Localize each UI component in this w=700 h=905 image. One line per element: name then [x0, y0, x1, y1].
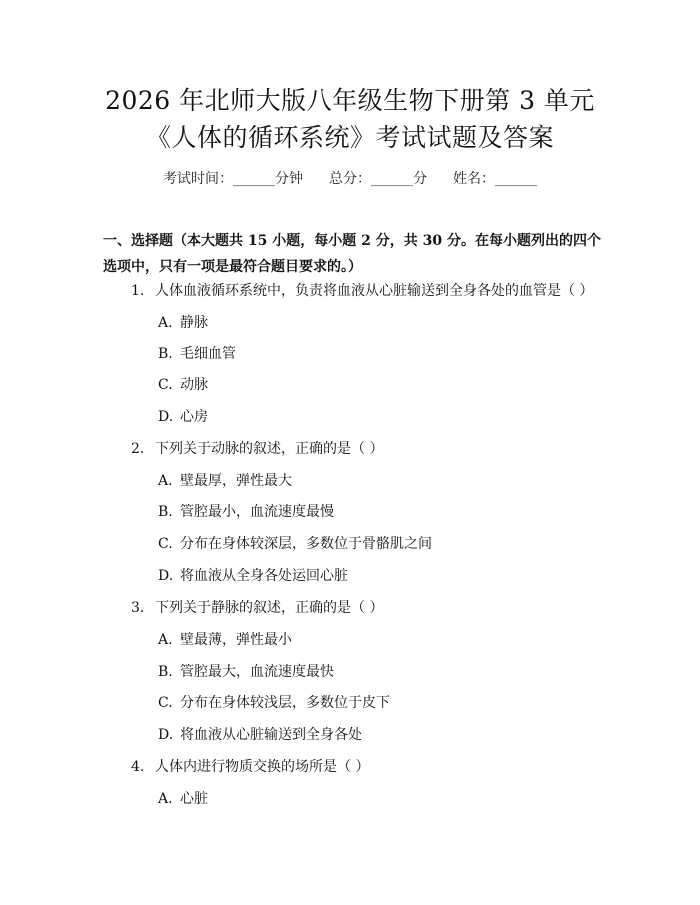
option-text: 分布在身体较深层，多数位于骨骼肌之间: [180, 536, 432, 552]
option-letter: A.: [158, 315, 173, 331]
option-letter: B.: [158, 664, 173, 680]
question-2: [131, 439, 383, 459]
question-number: 4.: [131, 759, 145, 775]
option-letter: A.: [158, 632, 173, 648]
question-4-option-a: [158, 789, 208, 809]
question-text: 人体血液循环系统中，负责将血液从心脏输送到全身各处的血管是（ ）: [155, 283, 594, 299]
question-2-option-a: [158, 471, 292, 491]
question-3-option-a: [158, 630, 292, 650]
student-name-field: 姓名：______: [453, 171, 537, 187]
question-1-option-c: [158, 375, 208, 395]
option-letter: D.: [158, 409, 174, 425]
question-number: 3.: [131, 600, 145, 616]
option-text: 分布在身体较浅层，多数位于皮下: [180, 695, 390, 711]
option-letter: C.: [158, 377, 173, 393]
option-letter: D.: [158, 727, 174, 743]
question-number: 1.: [131, 283, 145, 299]
option-text: 动脉: [180, 377, 208, 393]
question-4: [131, 757, 369, 777]
question-2-option-c: [158, 534, 432, 554]
option-letter: B.: [158, 346, 173, 362]
question-1: [131, 281, 593, 301]
option-text: 管腔最小，血流速度最慢: [180, 504, 334, 520]
question-2-option-d: [158, 566, 348, 586]
option-text: 毛细血管: [180, 346, 236, 362]
option-letter: A.: [158, 791, 173, 807]
option-text: 将血液从心脏输送到全身各处: [180, 727, 362, 743]
question-text: 下列关于静脉的叙述，正确的是（ ）: [155, 600, 384, 616]
option-letter: A.: [158, 473, 173, 489]
question-1-option-b: [158, 344, 236, 364]
option-text: 心房: [180, 409, 208, 425]
question-text: 人体内进行物质交换的场所是（ ）: [155, 759, 370, 775]
question-2-option-b: [158, 502, 334, 522]
option-letter: C.: [158, 695, 173, 711]
question-3-option-c: [158, 693, 390, 713]
page-title-line-2: 《人体的循环系统》考试试题及答案: [145, 123, 554, 152]
option-text: 管腔最大，血流速度最快: [180, 664, 334, 680]
option-letter: B.: [158, 504, 173, 520]
question-3: [131, 598, 383, 618]
option-text: 壁最薄，弹性最小: [180, 632, 292, 648]
option-text: 静脉: [180, 315, 208, 331]
question-3-option-b: [158, 662, 334, 682]
question-3-option-d: [158, 725, 362, 745]
section-heading-multiple-choice: 一、选择题（本大题共 15 小题，每小题 2 分，共 30 分。在每小题列出的四个选项中，只有一项是最符合题目要求的。）: [103, 233, 601, 275]
option-text: 将血液从全身各处运回心脏: [180, 568, 348, 584]
exam-info-line: [0, 169, 700, 189]
option-text: 心脏: [180, 791, 208, 807]
question-1-option-a: [158, 313, 208, 333]
total-score-field: 总分：______分: [329, 171, 427, 187]
question-1-option-d: [158, 407, 208, 427]
option-letter: D.: [158, 568, 174, 584]
option-letter: C.: [158, 536, 173, 552]
question-number: 2.: [131, 441, 145, 457]
exam-time-field: 考试时间：______分钟: [163, 171, 303, 187]
option-text: 壁最厚，弹性最大: [180, 473, 292, 489]
question-text: 下列关于动脉的叙述，正确的是（ ）: [155, 441, 384, 457]
page-title-line-1: 2026 年北师大版八年级生物下册第 3 单元: [105, 86, 595, 115]
